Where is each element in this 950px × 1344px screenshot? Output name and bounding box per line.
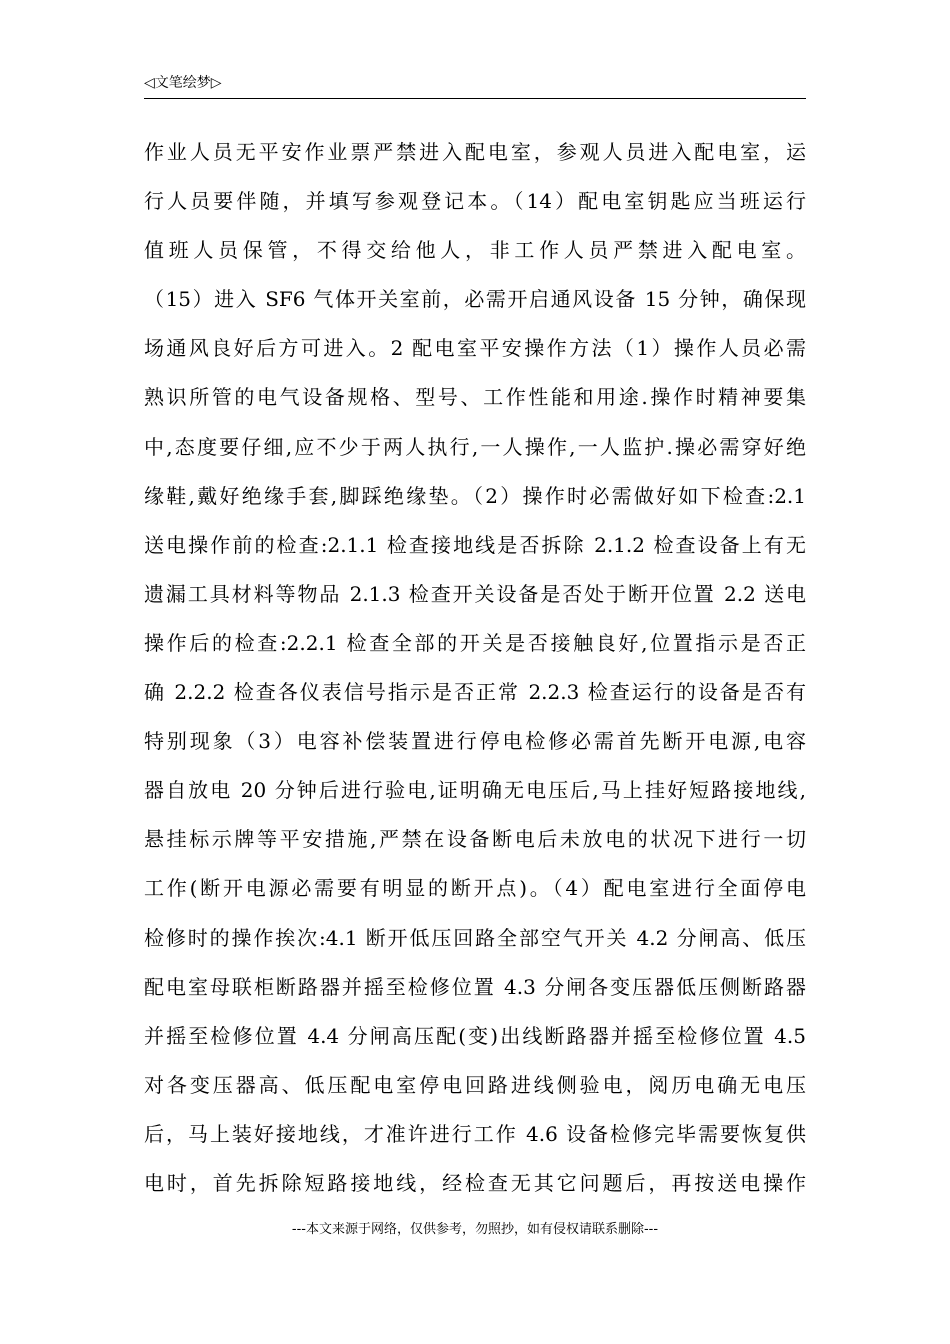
body-line: 作业人员无平安作业票严禁进入配电室，参观人员进入配电室，运: [144, 140, 806, 164]
body-line: 悬挂标示牌等平安措施,严禁在设备断电后未放电的状况下进行一切: [144, 827, 806, 852]
body-line: 中,态度要仔细,应不少于两人执行,一人操作,一人监护.操必需穿好绝: [144, 434, 806, 459]
body-line: 电时，首先拆除短路接地线，经检查无其它问题后，再按送电操作: [144, 1170, 806, 1195]
header-title: ◁文笔绘梦▷: [144, 75, 222, 91]
body-line: 送电操作前的检查:2.1.1 检查接地线是否拆除 2.1.2 检查设备上有无: [144, 532, 806, 557]
body-line: 确 2.2.2 检查各仪表信号指示是否正常 2.2.3 检查运行的设备是否有: [144, 680, 806, 705]
body-line: 后，马上装好接地线，才准许进行工作 4.6 设备检修完毕需要恢复供: [144, 1121, 806, 1146]
page-header: [144, 70, 806, 99]
document-body: [144, 128, 806, 1208]
body-line: 操作后的检查:2.2.1 检查全部的开关是否接触良好,位置指示是否正: [144, 630, 806, 655]
body-line: 并摇至检修位置 4.4 分闸高压配(变)出线断路器并摇至检修位置 4.5: [144, 1023, 806, 1048]
body-line: 行人员要伴随，并填写参观登记本。（14）配电室钥匙应当班运行: [144, 189, 806, 214]
body-line: 工作(断开电源必需要有明显的断开点)。（4）配电室进行全面停电: [144, 876, 806, 901]
page-footer: ---本文来源于网络，仅供参考，勿照抄，如有侵权请联系删除---: [291, 1222, 659, 1237]
body-line: 遗漏工具材料等物品 2.1.3 检查开关设备是否处于断开位置 2.2 送电: [144, 581, 806, 606]
body-line: 场通风良好后方可进入。2 配电室平安操作方法（1）操作人员必需: [144, 336, 806, 361]
body-line: 值班人员保管，不得交给他人，非工作人员严禁进入配电室。: [144, 238, 806, 263]
body-line: 缘鞋,戴好绝缘手套,脚踩绝缘垫。（2）操作时必需做好如下检查:2.1: [144, 483, 806, 508]
body-line: 熟识所管的电气设备规格、型号、工作性能和用途.操作时精神要集: [144, 385, 806, 410]
body-line: 对各变压器高、低压配电室停电回路进线侧验电，阅历电确无电压: [144, 1072, 806, 1097]
body-line: 配电室母联柜断路器并摇至检修位置 4.3 分闸各变压器低压侧断路器: [144, 974, 806, 999]
body-line: 检修时的操作挨次:4.1 断开低压回路全部空气开关 4.2 分闸高、低压: [144, 925, 806, 950]
body-line: （15）进入 SF6 气体开关室前，必需开启通风设备 15 分钟，确保现: [144, 287, 806, 312]
body-line: 特别现象（3）电容补偿装置进行停电检修必需首先断开电源,电容: [144, 729, 806, 754]
body-line: 器自放电 20 分钟后进行验电,证明确无电压后,马上挂好短路接地线,: [144, 778, 806, 803]
